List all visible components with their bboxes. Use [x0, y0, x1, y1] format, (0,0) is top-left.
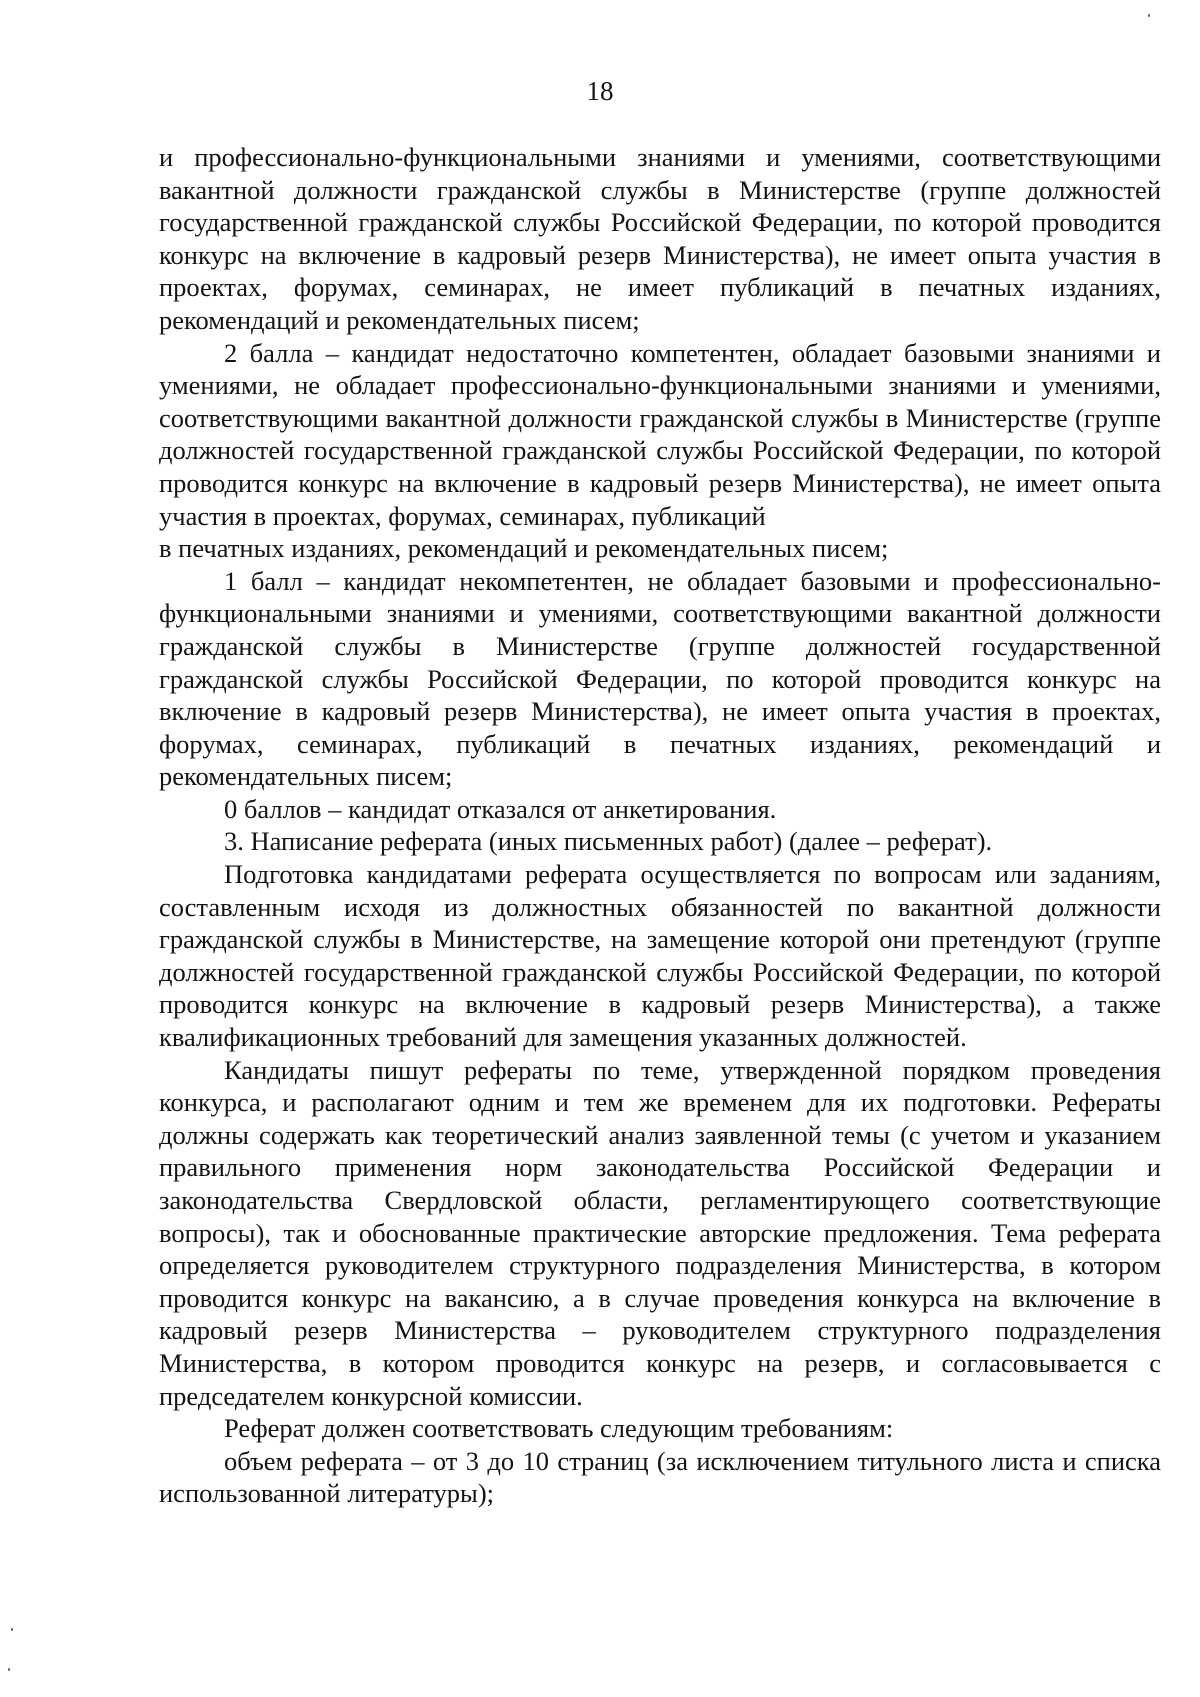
paragraph-10: объем реферата – от 3 до 10 страниц (за исключением титульного листа и списка использованной литературы); — [159, 1445, 1161, 1509]
paragraph-2: 2 балла – кандидат недостаточно компетентен, обладает базовыми знаниями и умениями, не обладает профессионально-функциональными знаниями и умениями, соответствующими вакантной должности гражданской службы в Министерстве (группе должностей государственной гражданской службы Российской Федерации, по которой проводится конкурс на включение в кадровый резерв Министерства), не имеет опыта участия в проектах, форумах, семинарах, публикаций — [159, 337, 1161, 531]
paragraph-4: 1 балл – кандидат некомпетентен, не обладает базовыми и профессионально-функциональными знаниями и умениями, соответствующими вакантной должности гражданской службы в Министерстве (группе должностей государственной гражданской службы Российской Федерации, по которой проводится конкурс на включение в кадровый резерв Министерства), не имеет опыта участия в проектах, форумах, семинарах, публикаций в печатных изданиях, рекомендаций и рекомендательных писем; — [159, 565, 1161, 792]
scan-speck — [1148, 14, 1150, 17]
paragraph-1: и профессионально-функциональными знаниями и умениями, соответствующими вакантной должности гражданской службы в Министерстве (группе должностей государственной гражданской службы Российской Федерации, по которой проводится конкурс на включение в кадровый резерв Министерства), не имеет опыта участия в проектах, форумах, семинарах, не имеет публикаций в печатных изданиях, рекомендаций и рекомендательных писем; — [159, 142, 1161, 335]
page-number: 18 — [586, 76, 614, 106]
scan-speck — [11, 1628, 13, 1631]
paragraph-8: Кандидаты пишут рефераты по теме, утвержденной порядком проведения конкурса, и располагают одним и тем же временем для их подготовки. Рефераты должны содержать как теоретический анализ заявленной темы (с учетом и указанием правильного применения норм законодательства Российской Федерации и законодательства Свердловской области, регламентирующего соответствующие вопросы), так и обоснованные практические авторские предложения. Тема реферата определяется руководителем структурного подразделения Министерства, в котором проводится конкурс на вакансию, а в случае проведения конкурса на включение в кадровый резерв Министерства – руководителем структурного подразделения Министерства, в котором проводится конкурс на резерв, и согласовывается с председателем конкурсной комиссии. — [159, 1054, 1161, 1411]
paragraph-9: Реферат должен соответствовать следующим требованиям: — [224, 1413, 894, 1444]
document-body — [159, 141, 1161, 1510]
paragraph-3: в печатных изданиях, рекомендаций и рекомендательных писем; — [159, 533, 889, 564]
paragraph-6: 3. Написание реферата (иных письменных работ) (далее – реферат). — [224, 826, 993, 857]
scan-speck — [8, 1668, 10, 1671]
paragraph-7: Подготовка кандидатами реферата осуществляется по вопросам или заданиям, составленным исходя из должностных обязанностей по вакантной должности гражданской службы в Министерстве, на замещение которой они претендуют (группе должностей государственной гражданской службы Российской Федерации, по которой проводится конкурс на включение в кадровый резерв Министерства), а также квалификационных требований для замещения указанных должностей. — [159, 859, 1161, 1053]
paragraph-5: 0 баллов – кандидат отказался от анкетирования. — [224, 793, 777, 824]
